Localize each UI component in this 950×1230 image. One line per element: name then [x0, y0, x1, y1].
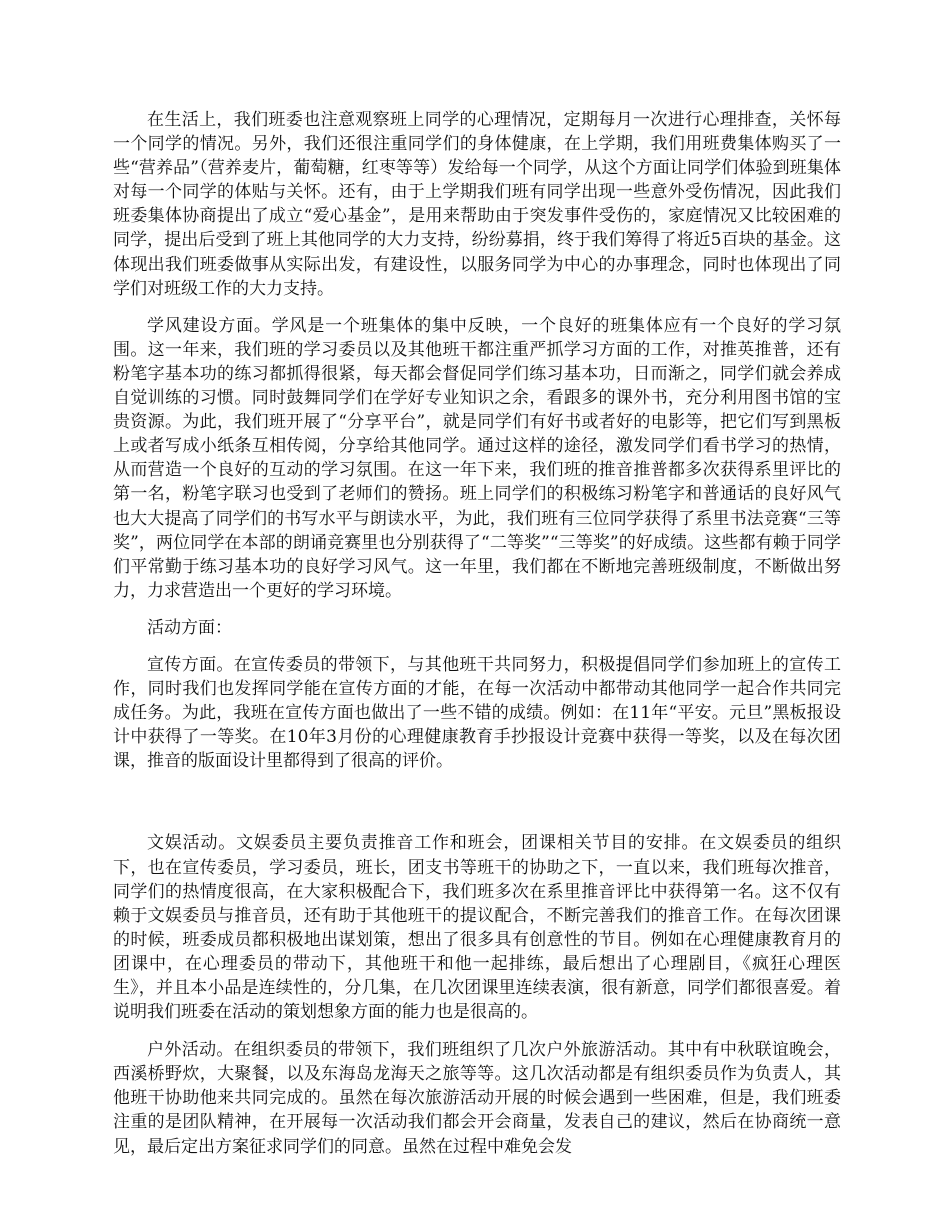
paragraph-spacer: [113, 603, 841, 616]
section-spacer: [113, 773, 841, 831]
paragraph-entertainment: 文娱活动。文娱委员主要负责推音工作和班会，团课相关节目的安排。在文娱委员的组织下，也在宣传委员，学习委员，班长，团支书等班干的协助之下，一直以来，我们班每次推音，同学们的热情度很高，在大家积极配合下，我们班多次在系里推音评比中获得第一名。这不仅有赖于文娱委员与推音员，还有助于其他班干的提议配合，不断完善我们的推音工作。在每次团课的时候，班委成员都积极地出谋划策，想出了很多具有创意性的节目。例如在心理健康教育月的团课中，在心理委员的带动下，其他班干和他一起排练，最后想出了心理剧目，《疯狂心理医生》，并且本小品是连续性的，分几集，在几次团课里连续表演，很有新意，同学们都很喜爱。着说明我们班委在活动的策划想象方面的能力也是很高的。: [113, 833, 841, 1023]
paragraph-spacer: [113, 640, 841, 653]
paragraph-life: 在生活上，我们班委也注意观察班上同学的心理情况，定期每月一次进行心理排查，关怀每一个同学的情况。另外，我们还很注重同学们的身体健康，在上学期，我们用班费集体购买了一些“营养品”（营养麦片，葡萄糖，红枣等等）发给每一个同学，从这个方面让同学们体验到班集体对每一个同学的体贴与关怀。还有，由于上学期我们班有同学出现一些意外受伤情况，因此我们班委集体协商提出了成立“爱心基金”，是用来帮助由于突发事件受伤的，家庭情况又比较困难的同学，提出后受到了班上其他同学的大力支持，纷纷募捐，终于我们筹得了将近5百块的基金。这体现出我们班委做事从实际出发，有建设性，以服务同学为中心的办事理念，同时也体现出了同学们对班级工作的大力支持。: [113, 110, 841, 299]
paragraph-activities-heading: 活动方面：: [147, 617, 232, 638]
paragraph-spacer: [113, 1024, 841, 1038]
paragraph-study-style: 学风建设方面。学风是一个班集体的集中反映，一个良好的班集体应有一个良好的学习氛围。这一年来，我们班的学习委员以及其他班干都注重严抓学习方面的工作，对推英推普，还有粉笔字基本功的练习都抓得很紧，每天都会督促同学们练习基本功，日而渐之，同学们就会养成自觉训练的习惯。同时鼓舞同学们在学好专业知识之余，看跟多的课外书，充分利用图书馆的宝贵资源。为此，我们班开展了“分享平台”，就是同学们有好书或者好的电影等，把它们写到黑板上或者写成小纸条互相传阅，分享给其他同学。通过这样的途径，激发同学们看书学习的热情，从而营造一个良好的互动的学习氛围。在这一年下来，我们班的推音推普都多次获得系里评比的第一名，粉笔字联习也受到了老师们的赞扬。班上同学们的积极练习粉笔字和普通话的良好风气也大大提高了同学们的书写水平与朗读水平，为此，我们班有三位同学获得了系里书法竞赛“三等奖”，两位同学在本部的朗诵竞赛里也分别获得了“二等奖”“三等奖”的好成绩。这些都有赖于同学们平常勤于练习基本功的良好学习风气。这一年里，我们都在不断地完善班级制度，不断做出努力，力求营造出一个更好的学习环境。: [113, 315, 841, 601]
paragraph-spacer: [113, 301, 841, 314]
paragraph-publicity: 宣传方面。在宣传委员的带领下，与其他班干共同努力，积极提倡同学们参加班上的宣传工作，同时我们也发挥同学能在宣传方面的才能，在每一次活动中都带动其他同学一起合作共同完成任务。为此，我班在宣传方面也做出了一些不错的成绩。例如：在11年“平安。元旦”黑板报设计中获得了一等奖。在10年3月份的心理健康教育手抄报设计竞赛中获得一等奖，以及在每次团课，推音的版面设计里都得到了很高的评价。: [113, 654, 841, 772]
paragraph-outdoor: 户外活动。在组织委员的带领下，我们班组织了几次户外旅游活动。其中有中秋联谊晚会，西溪桥野炊，大聚餐，以及东海岛龙海天之旅等等。这几次活动都是有组织委员作为负责人，其他班干协助他来共同完成的。虽然在每次旅游活动开展的时候会遇到一些困难，但是，我们班委注重的是团队精神，在开展每一次活动我们都会开会商量，发表自己的建议，然后在协商统一意见，最后定出方案征求同学们的同意。虽然在过程中难免会发: [113, 1040, 841, 1157]
document-body: [113, 108, 841, 1159]
